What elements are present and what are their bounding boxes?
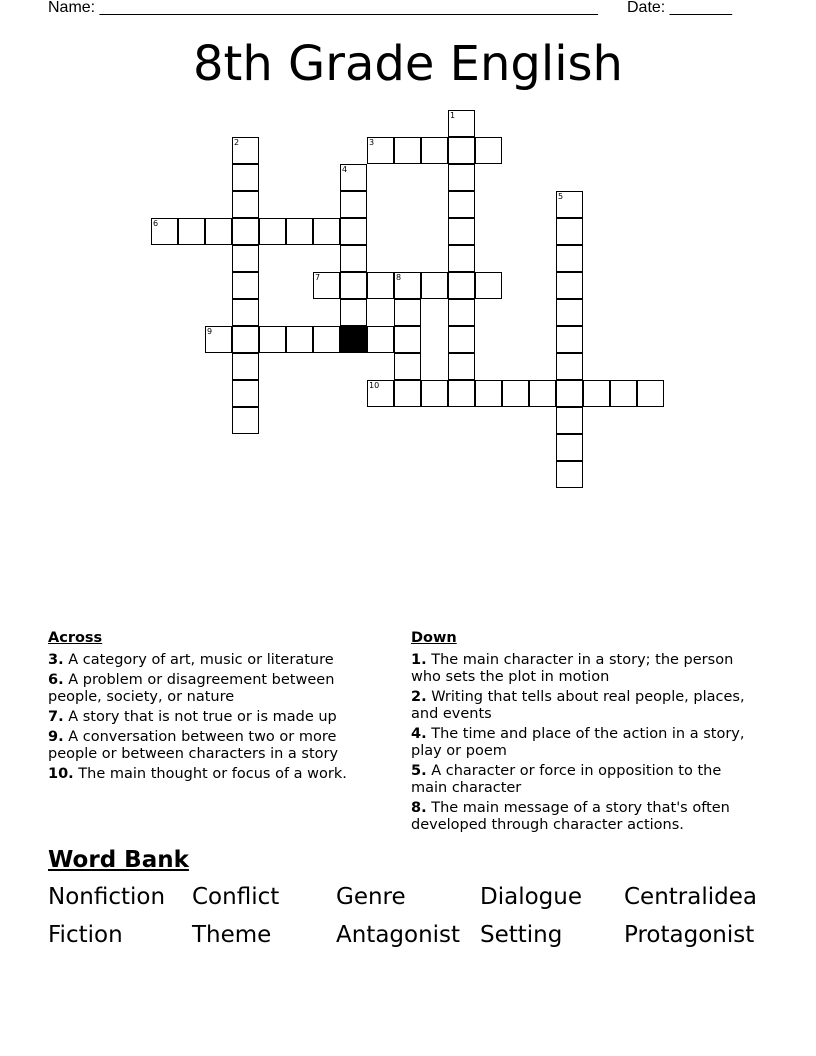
grid-cell bbox=[448, 110, 475, 137]
down-clue bbox=[411, 689, 761, 723]
grid-cell bbox=[448, 191, 475, 218]
clue-number: 3 bbox=[369, 138, 375, 147]
clue-number: 4. bbox=[411, 726, 427, 742]
clue-number: 8 bbox=[396, 273, 402, 282]
clue-text: The main thought or focus of a work. bbox=[73, 766, 347, 782]
clue-number: 2. bbox=[411, 689, 427, 705]
clue-text: A story that is not true or is made up bbox=[63, 709, 337, 725]
grid-cell bbox=[448, 380, 475, 407]
grid-cell bbox=[448, 164, 475, 191]
grid-cell bbox=[286, 326, 313, 353]
across-clue bbox=[48, 729, 378, 763]
grid-cell bbox=[556, 299, 583, 326]
clue-number: 10. bbox=[48, 766, 74, 782]
across-clues bbox=[48, 630, 378, 786]
grid-cell bbox=[556, 326, 583, 353]
clue-number: 7. bbox=[48, 709, 64, 725]
down-clue-list bbox=[411, 652, 761, 834]
across-heading: Across bbox=[48, 630, 103, 646]
word-bank-item: Protagonist bbox=[624, 922, 755, 948]
clue-number: 5. bbox=[411, 763, 427, 779]
clue-text: A problem or disagreement between people, society, or nature bbox=[48, 672, 335, 705]
grid-cell bbox=[286, 218, 313, 245]
grid-cell bbox=[556, 380, 583, 407]
grid-cell bbox=[475, 272, 502, 299]
grid-cell bbox=[313, 272, 340, 299]
down-clue bbox=[411, 726, 761, 760]
grid-cell bbox=[556, 245, 583, 272]
across-clue bbox=[48, 652, 378, 669]
grid-cell bbox=[340, 299, 367, 326]
word-bank-item: Conflict bbox=[192, 884, 280, 910]
clue-text: Writing that tells about real people, places, and events bbox=[411, 689, 745, 722]
clue-number: 7 bbox=[315, 273, 321, 282]
grid-cell bbox=[556, 434, 583, 461]
name-line: Name: ________________________________________________________ bbox=[48, 0, 598, 16]
word-bank-title: Word Bank bbox=[48, 847, 189, 873]
clue-number: 6. bbox=[48, 672, 64, 688]
grid-cell bbox=[367, 326, 394, 353]
clue-text: A character or force in opposition to the main character bbox=[411, 763, 722, 796]
grid-cell bbox=[340, 191, 367, 218]
grid-cell bbox=[475, 137, 502, 164]
clue-number: 3. bbox=[48, 652, 64, 668]
grid-cell bbox=[205, 218, 232, 245]
grid-cell bbox=[448, 137, 475, 164]
down-clue bbox=[411, 800, 761, 834]
clue-text: The time and place of the action in a story, play or poem bbox=[411, 726, 745, 759]
grid-cell bbox=[421, 137, 448, 164]
grid-cell bbox=[232, 218, 259, 245]
word-bank-item: Fiction bbox=[48, 922, 123, 948]
page-title: 8th Grade English bbox=[193, 36, 623, 92]
word-bank-item: Theme bbox=[192, 922, 272, 948]
grid-cell bbox=[367, 137, 394, 164]
grid-cell bbox=[232, 137, 259, 164]
grid-cell bbox=[556, 272, 583, 299]
clue-number: 6 bbox=[153, 219, 159, 228]
clue-number: 9 bbox=[207, 327, 213, 336]
across-clue bbox=[48, 766, 378, 783]
grid-cell bbox=[448, 245, 475, 272]
grid-cell bbox=[205, 326, 232, 353]
word-bank-item: Setting bbox=[480, 922, 563, 948]
clue-number: 2 bbox=[234, 138, 240, 147]
grid-cell bbox=[232, 326, 259, 353]
crossword-grid bbox=[0, 0, 816, 480]
grid-cell bbox=[502, 380, 529, 407]
grid-cell bbox=[448, 326, 475, 353]
grid-cell bbox=[313, 326, 340, 353]
grid-cell bbox=[340, 245, 367, 272]
grid-cell bbox=[394, 272, 421, 299]
grid-cell bbox=[556, 407, 583, 434]
grid-cell bbox=[610, 380, 637, 407]
grid-cell bbox=[394, 326, 421, 353]
grid-cell bbox=[583, 380, 610, 407]
grid-cell bbox=[232, 191, 259, 218]
across-clue bbox=[48, 709, 378, 726]
grid-cell bbox=[394, 299, 421, 326]
grid-cell bbox=[556, 218, 583, 245]
clue-text: The main message of a story that's often developed through character actions. bbox=[411, 800, 730, 833]
word-bank-item: Centralidea bbox=[624, 884, 757, 910]
grid-cell bbox=[340, 218, 367, 245]
grid-cell bbox=[367, 272, 394, 299]
grid-cell bbox=[340, 272, 367, 299]
grid-cell bbox=[556, 353, 583, 380]
across-clue-list bbox=[48, 652, 378, 783]
grid-cell bbox=[178, 218, 205, 245]
down-heading: Down bbox=[411, 630, 457, 646]
grid-cell bbox=[394, 380, 421, 407]
grid-cell bbox=[448, 218, 475, 245]
word-bank-item: Dialogue bbox=[480, 884, 582, 910]
grid-cell bbox=[475, 380, 502, 407]
grid-cell bbox=[232, 380, 259, 407]
grid-cell bbox=[637, 380, 664, 407]
clue-number: 9. bbox=[48, 729, 64, 745]
grid-cell bbox=[313, 218, 340, 245]
grid-cell bbox=[421, 380, 448, 407]
clue-text: A conversation between two or more people or between characters in a story bbox=[48, 729, 339, 762]
grid-cell bbox=[232, 245, 259, 272]
clue-number: 10 bbox=[369, 381, 380, 390]
grid-cell bbox=[529, 380, 556, 407]
grid-cell bbox=[367, 380, 394, 407]
grid-cell bbox=[232, 164, 259, 191]
black-cell bbox=[340, 326, 367, 353]
grid-cell bbox=[259, 218, 286, 245]
date-line: Date: _______ bbox=[627, 0, 732, 16]
clue-number: 5 bbox=[558, 192, 564, 201]
clue-text: The main character in a story; the person who sets the plot in motion bbox=[411, 652, 734, 685]
grid-cell bbox=[394, 137, 421, 164]
clue-text: A category of art, music or literature bbox=[63, 652, 334, 668]
grid-cell bbox=[232, 407, 259, 434]
word-bank-item: Genre bbox=[336, 884, 406, 910]
word-bank-item: Antagonist bbox=[336, 922, 461, 948]
word-bank-item: Nonfiction bbox=[48, 884, 166, 910]
grid-cell bbox=[232, 353, 259, 380]
grid-cell bbox=[448, 353, 475, 380]
grid-cell bbox=[340, 164, 367, 191]
grid-cell bbox=[448, 272, 475, 299]
grid-cell bbox=[556, 191, 583, 218]
grid-cell bbox=[232, 299, 259, 326]
grid-cell bbox=[556, 461, 583, 488]
grid-cell bbox=[394, 353, 421, 380]
across-clue bbox=[48, 672, 378, 706]
clue-number: 1 bbox=[450, 111, 456, 120]
grid-cell bbox=[421, 272, 448, 299]
grid-cell bbox=[259, 326, 286, 353]
grid-cell bbox=[151, 218, 178, 245]
down-clue bbox=[411, 763, 761, 797]
down-clues bbox=[411, 630, 761, 837]
clue-number: 8. bbox=[411, 800, 427, 816]
clue-number: 4 bbox=[342, 165, 348, 174]
grid-cell bbox=[232, 272, 259, 299]
grid-cell bbox=[448, 299, 475, 326]
down-clue bbox=[411, 652, 761, 686]
clue-number: 1. bbox=[411, 652, 427, 668]
